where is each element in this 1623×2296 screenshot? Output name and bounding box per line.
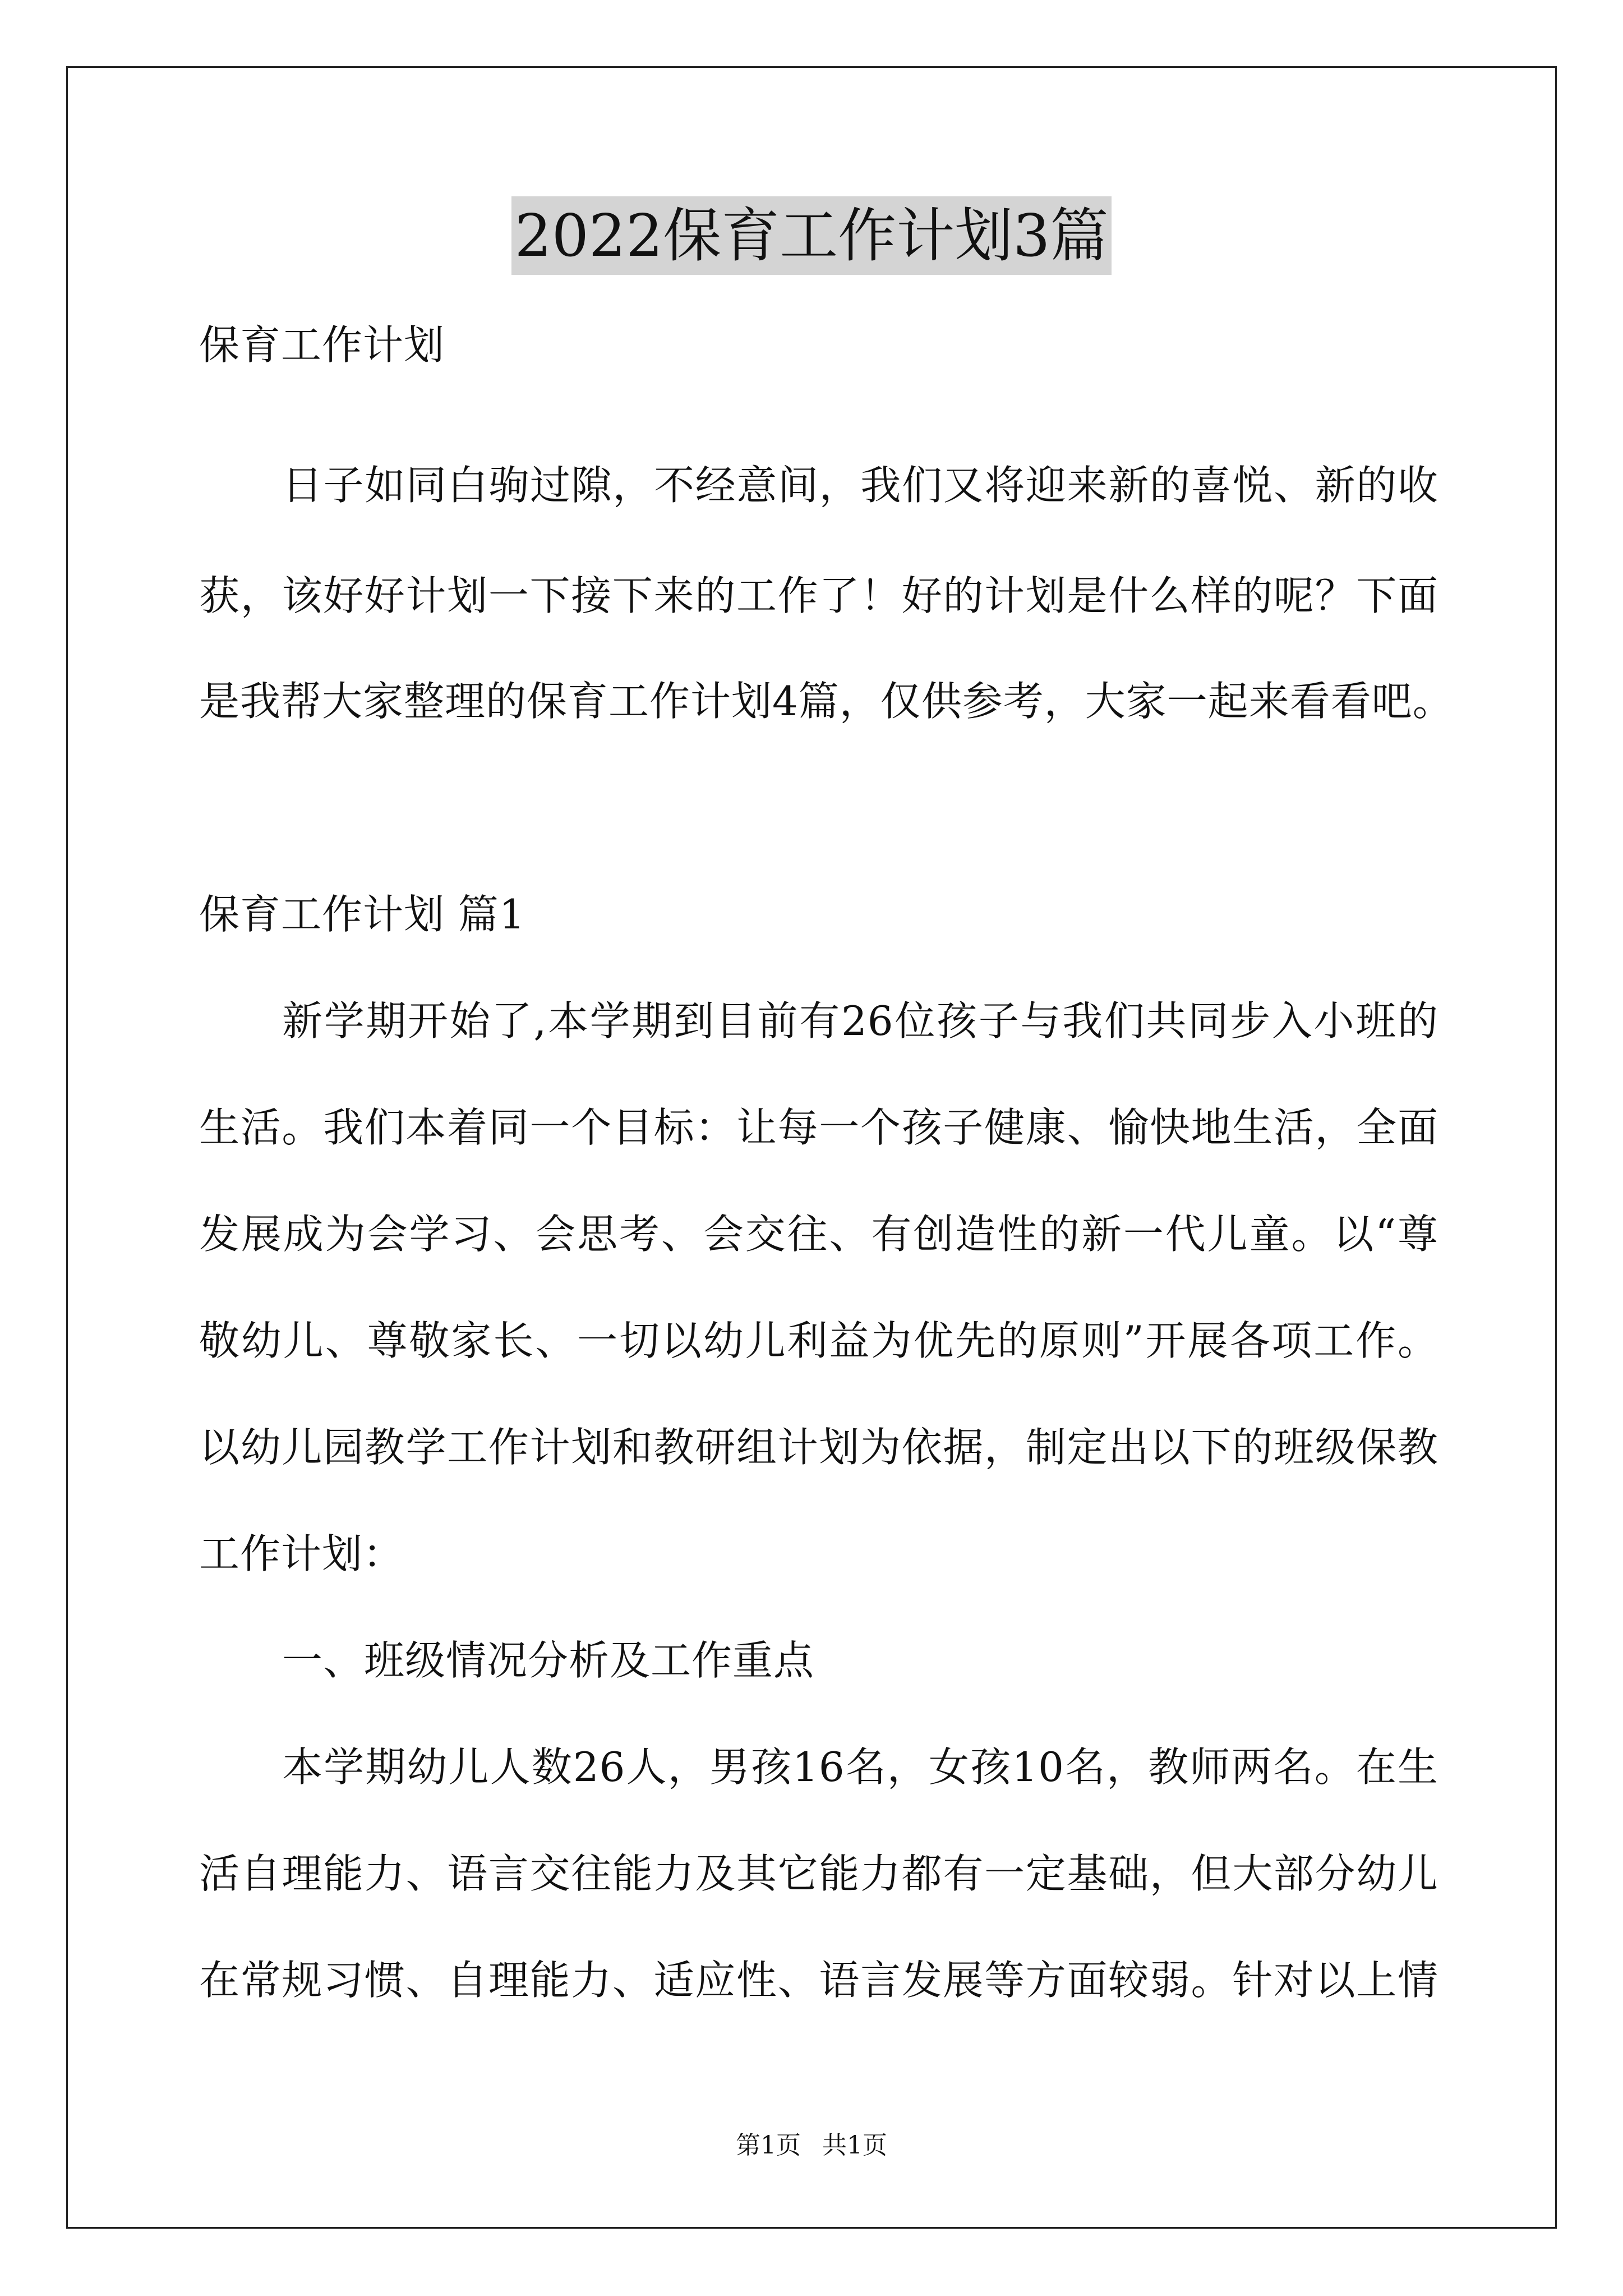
title-container [0, 196, 1623, 275]
section-heading: 保育工作计划 [199, 321, 445, 369]
body-line: 新学期开始了,本学期到目前有26位孩子与我们共同步入小班的 [282, 997, 1438, 1045]
body-line: 敬幼儿、尊敬家长、一切以幼儿利益为优先的原则”开展各项工作。 [199, 1317, 1438, 1364]
page-footer [0, 2129, 1623, 2162]
analysis-line: 在常规习惯、自理能力、适应性、语言发展等方面较弱。针对以上情 [199, 1957, 1438, 2004]
body-line: 以幼儿园教学工作计划和教研组计划为依据，制定出以下的班级保教 [199, 1424, 1438, 1471]
sub-heading: 一、班级情况分析及工作重点 [282, 1637, 815, 1684]
page-total: 共1页 [822, 2131, 887, 2160]
analysis-line: 活自理能力、语言交往能力及其它能力都有一定基础，但大部分幼儿 [199, 1850, 1438, 1897]
intro-line: 获，该好好计划一下接下来的工作了！好的计划是什么样的呢？下面 [199, 572, 1438, 619]
intro-line: 是我帮大家整理的保育工作计划4篇，仅供参考，大家一起来看看吧。 [199, 678, 1454, 725]
intro-line: 日子如同白驹过隙，不经意间，我们又将迎来新的喜悦、新的收 [282, 462, 1438, 509]
body-line: 生活。我们本着同一个目标：让每一个孩子健康、愉快地生活，全面 [199, 1104, 1438, 1151]
document-title: 2022保育工作计划3篇 [511, 196, 1112, 275]
body-line: 工作计划： [199, 1530, 404, 1577]
body-line: 发展成为会学习、会思考、会交往、有创造性的新一代儿童。以“尊 [199, 1211, 1438, 1258]
article-heading: 保育工作计划 篇1 [199, 891, 525, 938]
page-number: 第1页 [736, 2131, 801, 2160]
analysis-line: 本学期幼儿人数26人，男孩16名，女孩10名，教师两名。在生 [282, 1743, 1438, 1791]
